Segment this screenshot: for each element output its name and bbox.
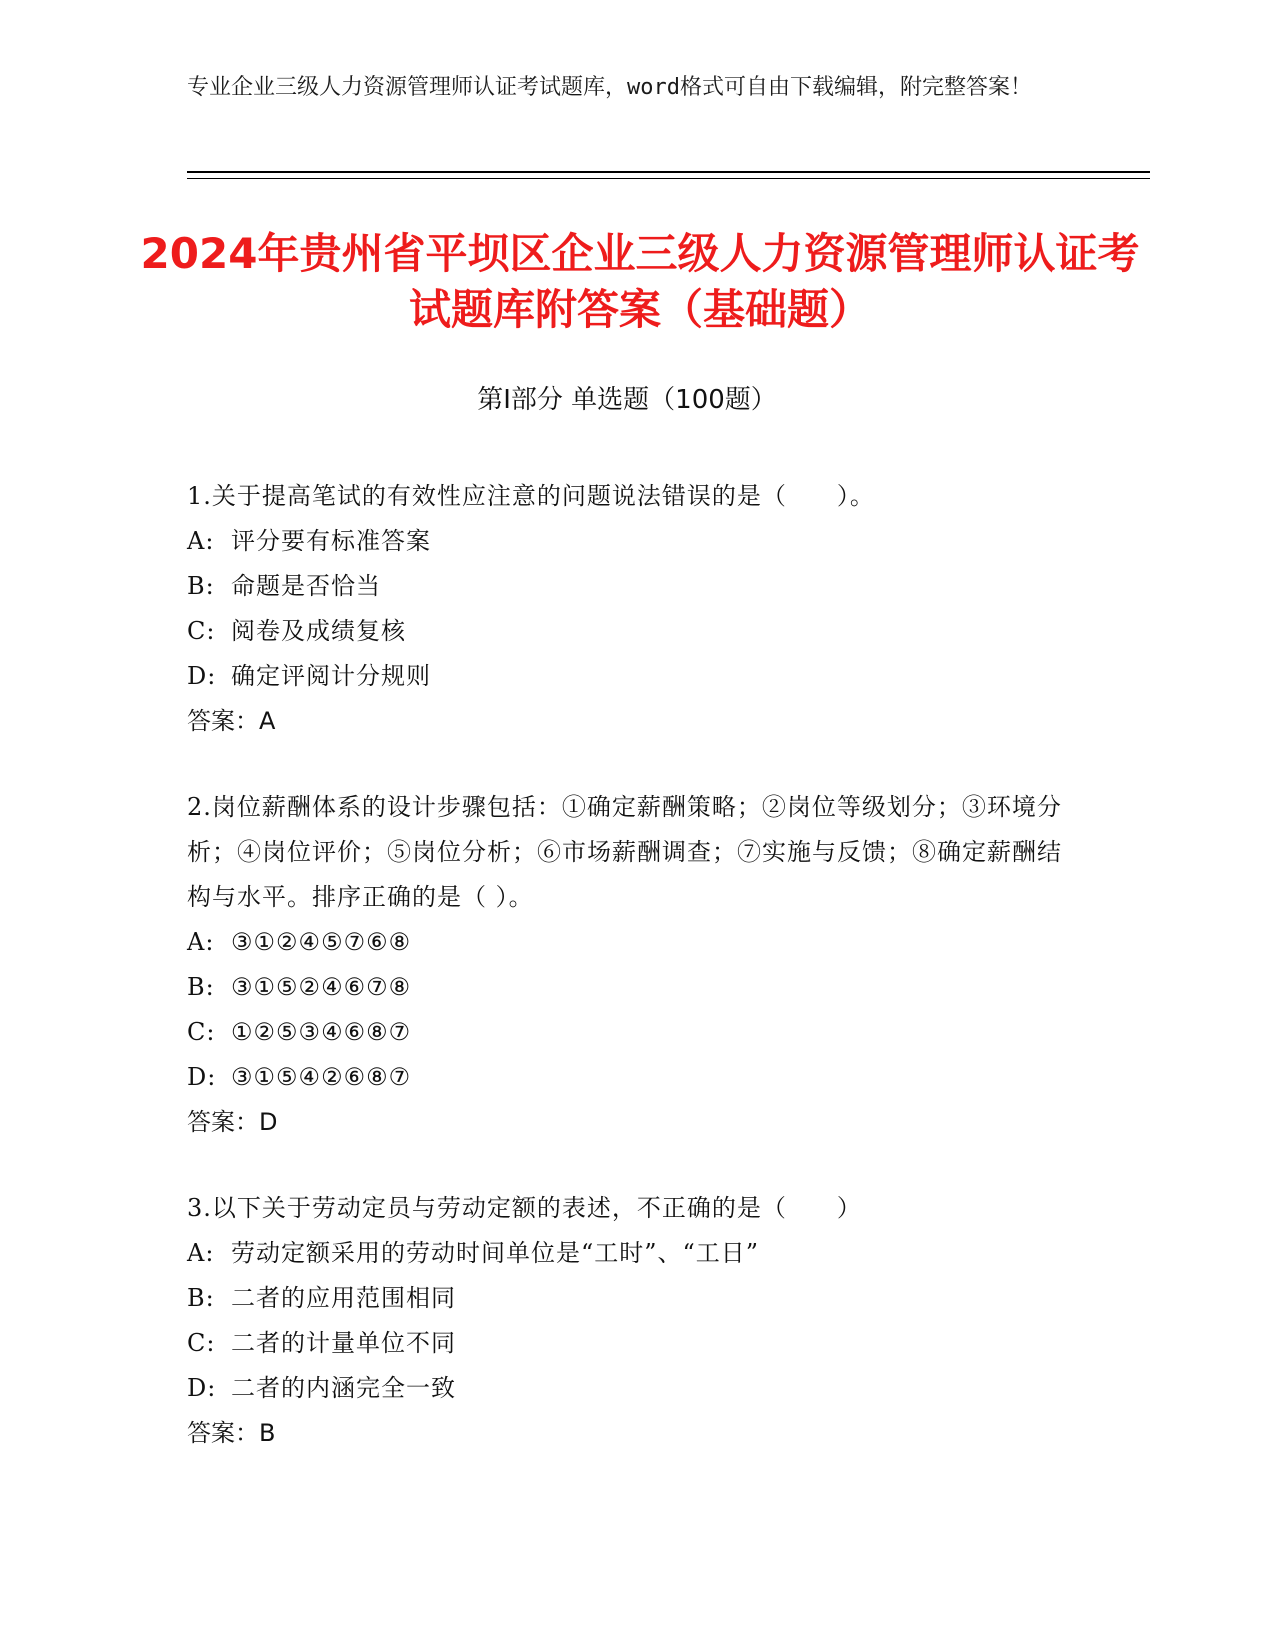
question-stem: 3.以下关于劳动定员与劳动定额的表述，不正确的是（ ）	[187, 1194, 862, 1222]
option-b	[187, 965, 1067, 1010]
option-letter: D:	[187, 662, 217, 690]
option-a	[187, 1231, 1067, 1276]
option-c	[187, 609, 1067, 654]
header-divider-thin	[187, 178, 1150, 179]
document-title: 2024年贵州省平坝区企业三级人力资源管理师认证考试题库附答案（基础题）	[140, 229, 1140, 334]
option-d	[187, 654, 1067, 699]
question-3	[187, 1186, 1067, 1456]
question-list	[187, 474, 1067, 1497]
option-c	[187, 1321, 1067, 1366]
option-letter: C:	[187, 1018, 216, 1046]
option-d	[187, 1055, 1067, 1100]
section-title: 第Ⅰ部分 单选题（100题）	[477, 385, 777, 415]
option-letter: B:	[187, 1284, 215, 1312]
option-letter: A:	[187, 527, 215, 555]
option-text: 阅卷及成绩复核	[231, 617, 406, 645]
option-text: ①②⑤③④⑥⑧⑦	[231, 1018, 412, 1046]
option-letter: D:	[187, 1374, 217, 1402]
option-text: ③①⑤②④⑥⑦⑧	[231, 973, 412, 1001]
option-d	[187, 1366, 1067, 1411]
question-stem: 1.关于提高笔试的有效性应注意的问题说法错误的是（ ）。	[187, 482, 875, 510]
question-2	[187, 785, 1067, 1145]
option-letter: C:	[187, 1329, 216, 1357]
option-letter: C:	[187, 617, 216, 645]
option-letter: B:	[187, 973, 215, 1001]
option-text: 二者的计量单位不同	[231, 1329, 456, 1357]
option-text: ③①⑤④②⑥⑧⑦	[231, 1063, 412, 1091]
option-c	[187, 1010, 1067, 1055]
option-letter: A:	[187, 1239, 215, 1267]
option-b	[187, 1276, 1067, 1321]
option-text: 二者的应用范围相同	[231, 1284, 456, 1312]
option-a	[187, 920, 1067, 965]
option-text: ③①②④⑤⑦⑥⑧	[231, 928, 412, 956]
option-letter: A:	[187, 928, 215, 956]
option-a	[187, 519, 1067, 564]
option-text: 确定评阅计分规则	[231, 662, 431, 690]
question-stem: 2.岗位薪酬体系的设计步骤包括：①确定薪酬策略；②岗位等级划分；③环境分析；④岗位评价；⑤岗位分析；⑥市场薪酬调查；⑦实施与反馈；⑧确定薪酬结构与水平。排序正确的是（ ）。	[187, 793, 1062, 911]
answer-line: 答案：A	[187, 707, 276, 735]
option-text: 评分要有标准答案	[231, 527, 431, 555]
option-b	[187, 564, 1067, 609]
answer-line: 答案：D	[187, 1108, 278, 1136]
option-letter: D:	[187, 1063, 217, 1091]
answer-line: 答案：B	[187, 1419, 276, 1447]
question-1	[187, 474, 1067, 744]
option-text: 命题是否恰当	[231, 572, 381, 600]
header-note: 专业企业三级人力资源管理师认证考试题库，word格式可自由下载编辑，附完整答案！	[187, 75, 1032, 100]
option-letter: B:	[187, 572, 215, 600]
option-text: 二者的内涵完全一致	[231, 1374, 456, 1402]
option-text: 劳动定额采用的劳动时间单位是“工时”、“工日”	[231, 1239, 760, 1267]
header-divider-thick	[187, 171, 1150, 173]
